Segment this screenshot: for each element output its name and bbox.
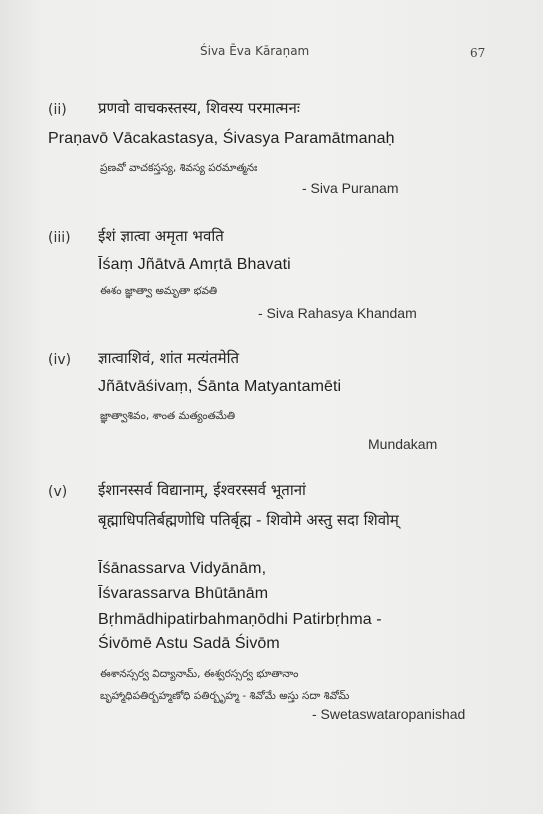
telugu-line: ఈశానస్సర్వ విద్యానామ్, ఈశ్వరస్సర్వ భూతానాం — [100, 668, 299, 680]
transliteration-line: Śivōmē Astu Sadā Śivōm — [98, 635, 280, 652]
telugu-line: ఈశం జ్ఞాత్వా అమృతా భవతి — [100, 285, 218, 297]
telugu-line: ప్రణవో వాచకస్తస్య, శివస్య పరమాత్మనః — [100, 162, 258, 174]
source-citation: - Siva Rahasya Khandam — [258, 305, 417, 321]
devanagari-line: प्रणवो वाचकस्तस्य, शिवस्य परमात्मनः — [98, 99, 300, 117]
telugu-line: జ్ఞాత్వాశివం, శాంత మత్యంతమేతి — [100, 410, 236, 422]
devanagari-line: बृह्माधिपतिर्बह्मणोधि पतिर्बृह्म - शिवोमे अस्तु सदा शिवोम् — [98, 511, 399, 529]
transliteration-line: Īśānassarva Vidyānām, — [98, 560, 267, 577]
transliteration-line: Praṇavō Vācakastasya, Śivasya Paramātmanaḥ — [48, 130, 395, 147]
devanagari-line: ईशं ज्ञात्वा अमृता भवति — [98, 227, 224, 245]
telugu-line: బృహ్మాధిపతిర్బహ్మణోధి పతిర్బృహ్మ - శివోమే అస్తు సదా శివోమ్ — [100, 690, 350, 702]
verse-number: (v) — [48, 484, 68, 500]
source-citation: - Siva Puranam — [302, 180, 399, 196]
devanagari-line: ईशानस्सर्व विद्यानाम्, ईश्वरस्सर्व भूतानां — [98, 481, 306, 499]
verse-number: (ii) — [48, 102, 67, 118]
transliteration-line: Īśvarassarva Bhūtānām — [98, 585, 269, 602]
running-header: Śiva Ēva Kāraṇam — [200, 44, 310, 58]
transliteration-line: Īśaṃ Jñātvā Amṛtā Bhavati — [98, 256, 291, 273]
devanagari-line: ज्ञात्वाशिवं, शांत मत्यंतमेति — [98, 349, 240, 367]
transliteration-line: Jñātvāśivaṃ, Śānta Matyantamēti — [98, 378, 342, 395]
verse-number: (iv) — [48, 352, 72, 368]
transliteration-line: Bṛhmādhipatirbahmaṇōdhi Patirbṛhma - — [98, 611, 382, 628]
verse-number: (iii) — [48, 230, 71, 246]
source-citation: Mundakam — [368, 436, 438, 452]
page-number: 67 — [470, 46, 486, 60]
source-citation: - Swetaswataropanishad — [312, 706, 466, 722]
